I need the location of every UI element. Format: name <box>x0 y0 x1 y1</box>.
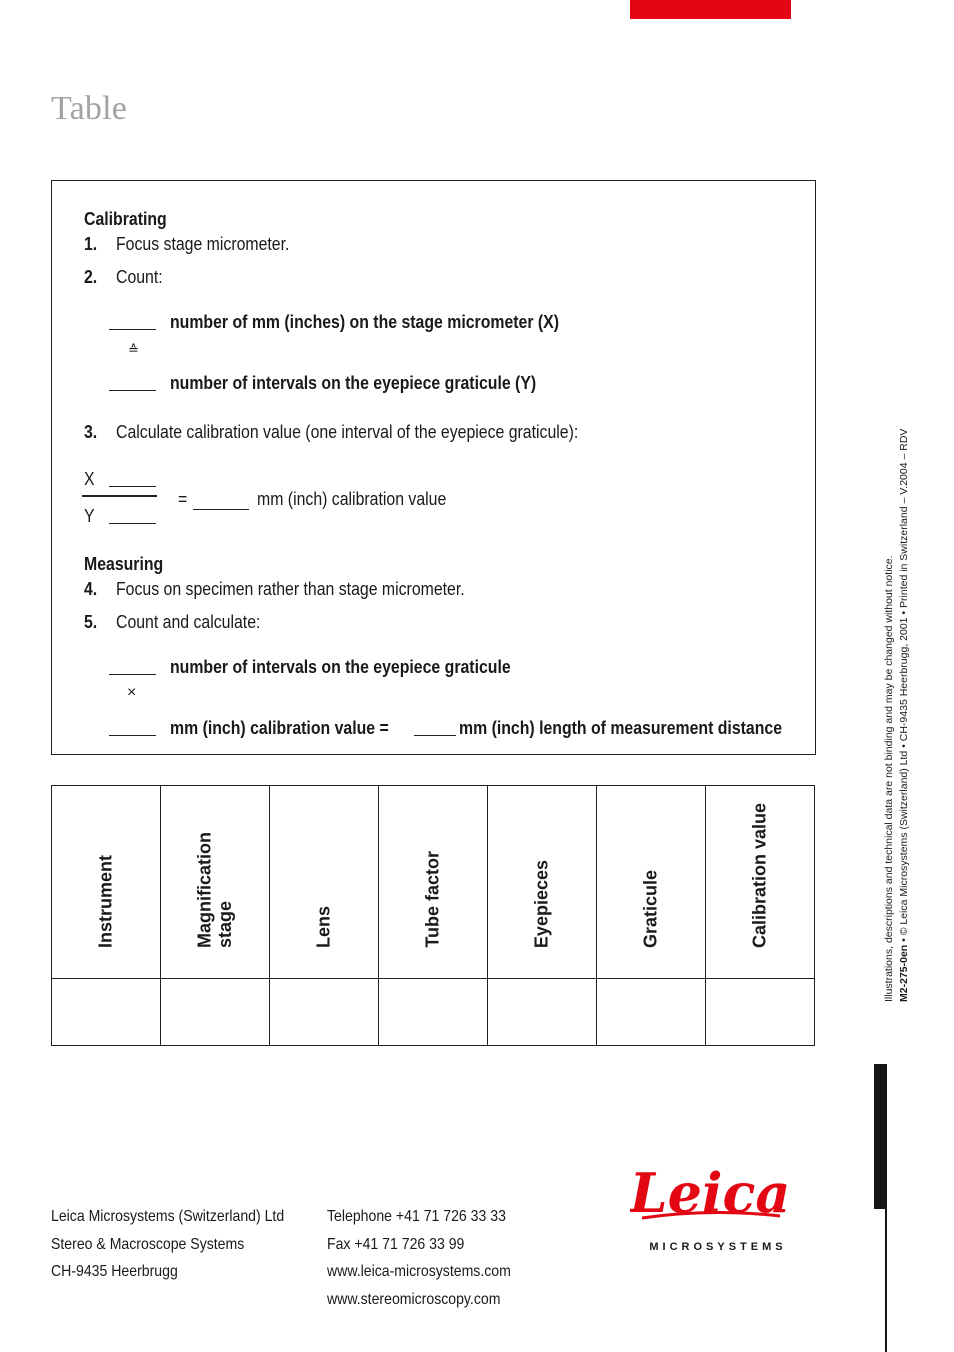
column-header-calibration-value: Calibration value <box>749 802 770 948</box>
blank-line <box>193 509 249 510</box>
fax-text: Fax +41 71 726 33 99 <box>327 1235 465 1253</box>
step-number: 3. <box>84 422 98 442</box>
column-header-magnification-stage: Magnification stage <box>194 832 235 948</box>
table-header-cell <box>161 786 270 979</box>
blank-line <box>109 523 156 524</box>
times-symbol: × <box>127 684 137 701</box>
x-label: X <box>84 469 95 489</box>
table-cell[interactable] <box>270 979 379 1046</box>
website-link[interactable]: www.leica-microsystems.com <box>327 1263 511 1280</box>
column-header-lens: Lens <box>313 905 334 948</box>
address-line: Stereo & Macroscope Systems <box>51 1235 245 1253</box>
blank-line <box>109 390 156 391</box>
calibration-instructions-box <box>51 180 816 755</box>
step-number: 4. <box>84 579 98 599</box>
table-cell[interactable] <box>706 979 815 1046</box>
step-text: Count and calculate: <box>116 612 261 632</box>
calibration-result-label: mm (inch) calibration value <box>257 489 447 509</box>
table-header-cell <box>597 786 706 979</box>
table-cell[interactable] <box>597 979 706 1046</box>
blank-line <box>109 674 156 675</box>
step-number: 2. <box>84 267 98 287</box>
column-header-eyepieces: Eyepieces <box>531 859 552 948</box>
table-cell[interactable] <box>161 979 270 1046</box>
table-header-row <box>52 786 815 979</box>
table-header-cell <box>706 786 815 979</box>
column-header-instrument: Instrument <box>95 854 116 948</box>
fraction-bar <box>82 495 157 497</box>
footer-address <box>51 1203 284 1286</box>
website-link[interactable]: www.stereomicroscopy.com <box>327 1290 501 1308</box>
calibrating-heading: Calibrating <box>84 209 167 229</box>
right-black-bar <box>874 1064 887 1209</box>
y-label: Y <box>84 506 95 526</box>
microsystems-wordmark: MICROSYSTEMS <box>649 1241 787 1253</box>
table-cell[interactable] <box>488 979 597 1046</box>
top-red-accent-bar <box>630 0 791 19</box>
table-row <box>52 979 815 1046</box>
step-number: 1. <box>84 234 98 254</box>
step-text: Focus on specimen rather than stage micrometer. <box>116 579 465 599</box>
corresponds-symbol: ≙ <box>128 342 139 357</box>
address-line: CH-9435 Heerbrugg <box>51 1263 178 1280</box>
page-title: Table <box>51 90 128 127</box>
footer-contact <box>327 1203 511 1313</box>
right-black-line <box>885 1209 887 1352</box>
leica-logo <box>630 1150 790 1255</box>
blank-line <box>109 486 156 487</box>
blank-line <box>109 735 156 736</box>
intervals-label: number of intervals on the eyepiece graticule <box>170 657 511 677</box>
table-header-cell <box>488 786 597 979</box>
measuring-heading: Measuring <box>84 554 164 574</box>
step-text: Count: <box>116 267 163 287</box>
disclaimer-line: Illustrations, descriptions and technical data are not binding and may be changed without notice. <box>883 555 895 1002</box>
step-number: 5. <box>84 612 98 632</box>
table-header-cell <box>379 786 488 979</box>
step-text: Calculate calibration value (one interval of the eyepiece graticule): <box>116 422 579 442</box>
measurement-length-label: mm (inch) length of measurement distance <box>459 718 783 738</box>
address-line: Leica Microsystems (Switzerland) Ltd <box>51 1208 285 1225</box>
imprint-text: • © Leica Microsystems (Switzerland) Ltd • CH-9435 Heerbrugg, 2001 • Printed in Switzerland – V.2004 – RDV <box>898 428 910 945</box>
calibration-value-label: mm (inch) calibration value = <box>170 718 389 738</box>
blank-line <box>109 329 156 330</box>
imprint-line <box>897 429 912 1002</box>
step-text: Focus stage micrometer. <box>116 234 290 254</box>
table-cell[interactable] <box>379 979 488 1046</box>
leica-wordmark: Leica <box>630 1161 790 1225</box>
count-intervals-label: number of intervals on the eyepiece graticule (Y) <box>170 373 537 393</box>
table-header-cell <box>270 786 379 979</box>
telephone-text: Telephone +41 71 726 33 33 <box>327 1208 506 1225</box>
blank-line <box>414 735 456 736</box>
count-mm-label: number of mm (inches) on the stage micrometer (X) <box>170 312 560 332</box>
table-header-cell <box>52 786 161 979</box>
measurement-table <box>51 785 815 1046</box>
column-header-graticule: Graticule <box>640 869 661 948</box>
legal-disclaimer <box>882 429 912 1002</box>
table-cell[interactable] <box>52 979 161 1046</box>
equals-sign: = <box>178 489 188 509</box>
column-header-tube-factor: Tube factor <box>422 851 443 948</box>
document-code: M2-275-0en <box>898 944 910 1002</box>
